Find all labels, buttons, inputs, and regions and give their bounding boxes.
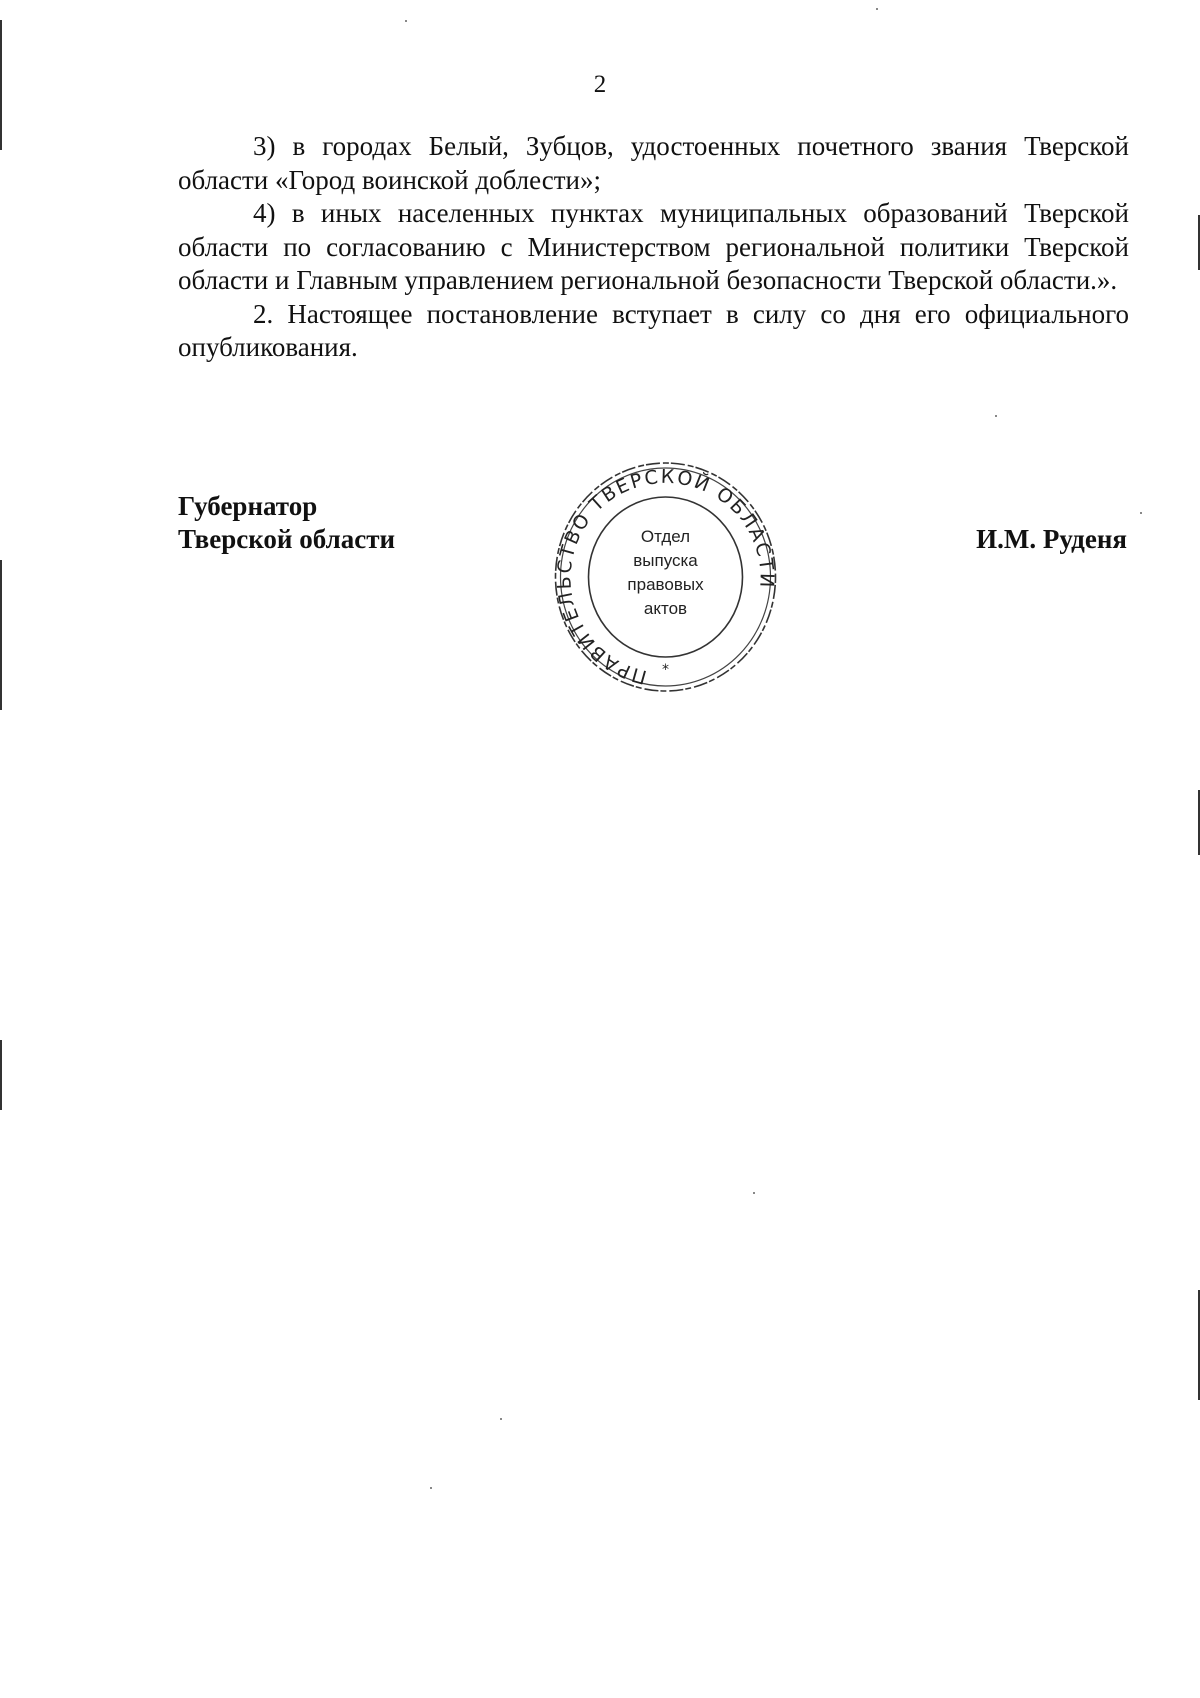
signatory-position [178, 490, 395, 556]
seal-ring-textpath: ПРАВИТЕЛЬСТВО ТВЕРСКОЙ ОБЛАСТИ [553, 465, 778, 689]
page-number: 2 [593, 71, 607, 98]
scan-speck [1140, 512, 1142, 514]
signatory-position-line1: Губернатор [178, 491, 318, 521]
scan-speck [876, 8, 878, 10]
scan-speck [500, 1418, 502, 1420]
seal-center-text [608, 525, 723, 621]
seal-star-icon: * [662, 662, 669, 678]
scan-speck [753, 1192, 755, 1194]
seal-center-line: актов [643, 599, 688, 618]
paragraph-item-3: 3) в городах Белый, Зубцов, удостоенных почетного звания Тверской области «Город воинской доблести»; [178, 131, 1129, 195]
seal-center-line: правовых [627, 575, 704, 594]
seal-center-line: Отдел [640, 527, 691, 546]
signatory-position-line2: Тверской области [178, 524, 396, 554]
document-body [178, 130, 1129, 365]
official-seal [553, 460, 778, 696]
seal-center-line: выпуска [633, 551, 698, 570]
scan-edge-mark [0, 560, 2, 710]
scan-speck [430, 1487, 432, 1489]
scan-edge-mark [0, 1040, 2, 1110]
paragraph-effective-date: 2. Настоящее постановление вступает в силу со дня его официального опубликования. [178, 298, 1129, 362]
scan-speck [405, 20, 407, 22]
scan-speck [995, 415, 997, 417]
signatory-name: И.М. Руденя [976, 524, 1127, 554]
paragraph-item-4: 4) в иных населенных пунктах муниципальных образований Тверской области по согласованию с Министерством региональной политики Тверской области и Главным управлением региональной безопасности Тверской области.». [178, 198, 1129, 295]
